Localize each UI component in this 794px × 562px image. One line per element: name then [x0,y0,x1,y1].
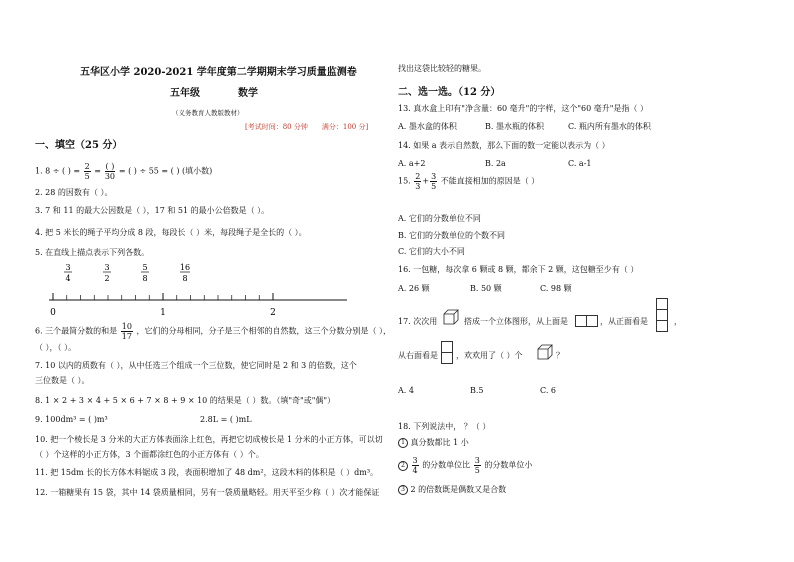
nl-label-0: 0 [50,308,56,318]
question-14: 14. 如果 a 表示自然数，那么下面的数一定能以表示为（ ） [398,141,610,150]
question-4: 4. 把 5 米长的绳子平均分成 8 段，每段长（ ）米，每段绳子是全长的（ ）。 [35,228,307,237]
front-view-figure [656,298,668,332]
q6-part-a: 6. 三个最简分数的和是 [35,326,118,336]
question-17-d: ， [674,317,682,326]
question-17-e: 从右面看是 [398,351,438,360]
question-11: 11. 把 15dm 长的长方体木料锯成 3 段，表面积增加了 48 dm²，这段木料的体积是（ ）dm³。 [35,468,379,477]
nl-label-2: 2 [270,308,276,318]
q15-prefix: 15. [398,176,411,186]
q15-option-a: A. 它们的分数单位不同 [398,214,481,223]
q6-fraction [121,322,133,341]
question-10: 10. 把一个棱长是 3 分米的大正方体表面涂上红色，再把它切成棱长是 1 分米的小正方体，可以切 [35,435,383,444]
side-view-square-2 [441,352,453,364]
q15-f1-den: 3 [415,182,421,191]
q13-option-b: B. 墨水瓶的体积 [485,122,544,131]
q14-option-b: B. 2a [485,159,506,168]
q18-f2-num: 3 [474,456,480,465]
side-view-figure [441,341,453,364]
page-title: 五华区小学 2020-2021 学年度第二学期期末学习质量监测卷 [80,67,357,78]
q18-statement-3 [398,484,506,495]
question-12: 12. 一箱糖果有 15 袋，其中 14 袋质量相同，另有一袋质量略轻。用天平至少称（ ）次才能保证 [35,488,380,497]
q6-frac-num: 10 [121,322,132,331]
question-18: 18. 下列说法中， ？（ ） [398,422,491,431]
nl-label-1: 1 [160,308,166,318]
q18-f1-den: 4 [412,466,418,475]
question-17-g: ？ [556,351,564,360]
question-15: 15. $\frac{2}{3}$ + $\frac{3}{5}$ 不能直接相加的原因是（ ） [398,172,540,191]
nl-frac3-num: 5 [142,263,148,272]
section-choice: 二、选一选。（12 分） [398,87,501,98]
q15-option-c: C. 它们的大小不同 [398,247,465,256]
cube-icon [442,308,460,326]
q1-frac2-num: ( ) [105,162,115,171]
question-8: 8. 1 × 2 + 3 × 4 + 5 × 6 + 7 × 8 + 9 × 10 的结果是（ ）数。（填"奇"或"偶"） [35,396,336,405]
number-line-ticks [53,293,273,300]
circled-number-2: 2 [398,461,408,471]
nl-frac1-num: 3 [65,263,71,272]
subject-label: 数学 [238,88,258,99]
section-fill-in: 一、填空（25 分） [35,140,123,151]
q1-frac2-den: 30 [104,172,116,181]
question-5: 5. 在直线上描点表示下列各数。 [35,248,150,257]
question-13: 13. 真水盒上印有"净含量：60 毫升"的字样，这个"60 毫升"是指（ ） [398,104,648,113]
question-7: 7. 10 以内的质数有（ ），从中任选三个组成一个三位数，使它同时是 2 和 3 的倍数，这个 [35,361,357,370]
top-view-square-2 [586,315,598,327]
nl-frac1-den: 4 [65,274,71,283]
q18-fraction-1 [412,456,419,475]
nl-frac4-num: 16 [179,263,191,272]
q18-fraction-2 [474,456,481,475]
q17-option-a: A. 4 [398,386,414,395]
edition-note: （义务教育人教版教材） [172,109,244,117]
q1-fraction-2 [105,162,116,181]
q18-statement-3-text: 2 的倍数既是偶数又是合数 [410,485,507,494]
question-17-b: 搭成一个立体图形，从上面是 [464,317,568,326]
q15-text: 不能直接相加的原因是（ ） [440,176,540,186]
question-10-cont: （ ）个这样的小正方体，3 个面都涂红色的小正方体有（ ）个。 [35,450,264,459]
exam-info: [考试时间：80 分钟 满分：100 分] [245,123,369,131]
question-9-a: 9. 100dm³ = ( )m³ [35,415,108,424]
nl-frac2-num: 3 [104,263,110,272]
question-2: 2. 28 的因数有（ ）。 [35,188,113,197]
q15-f2-num: 3 [431,172,437,181]
q16-option-a: A. 26 颗 [398,284,430,293]
q18-statement-2-end: 的分数单位小 [484,460,533,470]
question-17-c: ，从正面看是 [600,317,648,326]
nl-frac2-den: 2 [104,274,110,283]
q18-statement-2 [398,456,532,475]
q1-frac1-num: 2 [84,162,90,171]
q15-f1-num: 2 [415,172,421,181]
q18-statement-1-text: 真分数都比 1 小 [410,438,469,447]
question-17: 17. 次次用 [398,317,438,326]
q15-f2-den: 5 [431,182,437,191]
nl-frac3-den: 8 [142,274,148,283]
front-view-square-3 [656,320,668,332]
q15-option-b: B. 它们的分数单位的个数不同 [398,231,505,240]
q15-fraction-1 [414,172,421,191]
q16-option-b: B. 50 颗 [470,284,502,293]
top-view-figure [575,312,598,331]
q12-continued: 找出这袋比较轻的糖果。 [398,64,486,73]
question-17-f: ，欢欢用了（ ）个 [456,351,523,360]
q6-part-b: ，它们的分母相同，分子是三个相邻的自然数，这三个分数分别是（ ）， [136,326,392,336]
q15-fraction-2 [430,172,437,191]
question-1 [35,162,212,181]
q16-option-c: C. 98 颗 [540,284,572,293]
cube-icon-2 [536,343,554,361]
question-6 [35,322,391,341]
q1-fraction-1 [84,162,91,181]
q17-option-b: B.5 [470,386,484,395]
q17-option-c: C. 6 [540,386,557,395]
number-line-diagram [35,260,355,320]
q1-equals: = [94,166,101,176]
q18-statement-1 [398,437,469,448]
question-7-cont: 三位数是（ ）。 [35,376,90,385]
question-9-b: 2.8L = ( )mL [200,415,252,424]
q14-option-a: A. a+2 [398,159,426,168]
question-3: 3. 7 和 11 的最大公因数是（ ），17 和 51 的最小公倍数是（ ）。 [35,206,270,215]
circled-number-3: 3 [398,485,408,495]
q1-frac1-den: 5 [84,172,90,181]
number-line-fractions [64,263,190,283]
question-6-cont: （ ），（ ）。 [35,343,77,352]
nl-frac4-den: 8 [182,274,188,283]
q1-prefix: 1. 8 ÷ ( ) = [35,166,81,176]
grade-label: 五年级 [170,88,200,99]
q18-f1-num: 3 [412,456,418,465]
q13-option-c: C. 瓶内所有墨水的体积 [568,122,651,131]
question-16: 16. 一包糖，每次拿 6 颗或 8 颗，都余下 2 颗，这包糖至少有（ ） [398,265,639,274]
q6-frac-den: 17 [121,332,132,341]
q18-f2-den: 5 [474,466,480,475]
q1-rest: = ( ) ÷ 55 = ( ) (填小数) [118,166,213,176]
circled-number-1: 1 [398,438,408,448]
q14-option-c: C. a-1 [568,159,592,168]
q18-statement-2-mid: 的分数单位比 [422,460,471,470]
q13-option-a: A. 墨水盒的体积 [398,122,457,131]
